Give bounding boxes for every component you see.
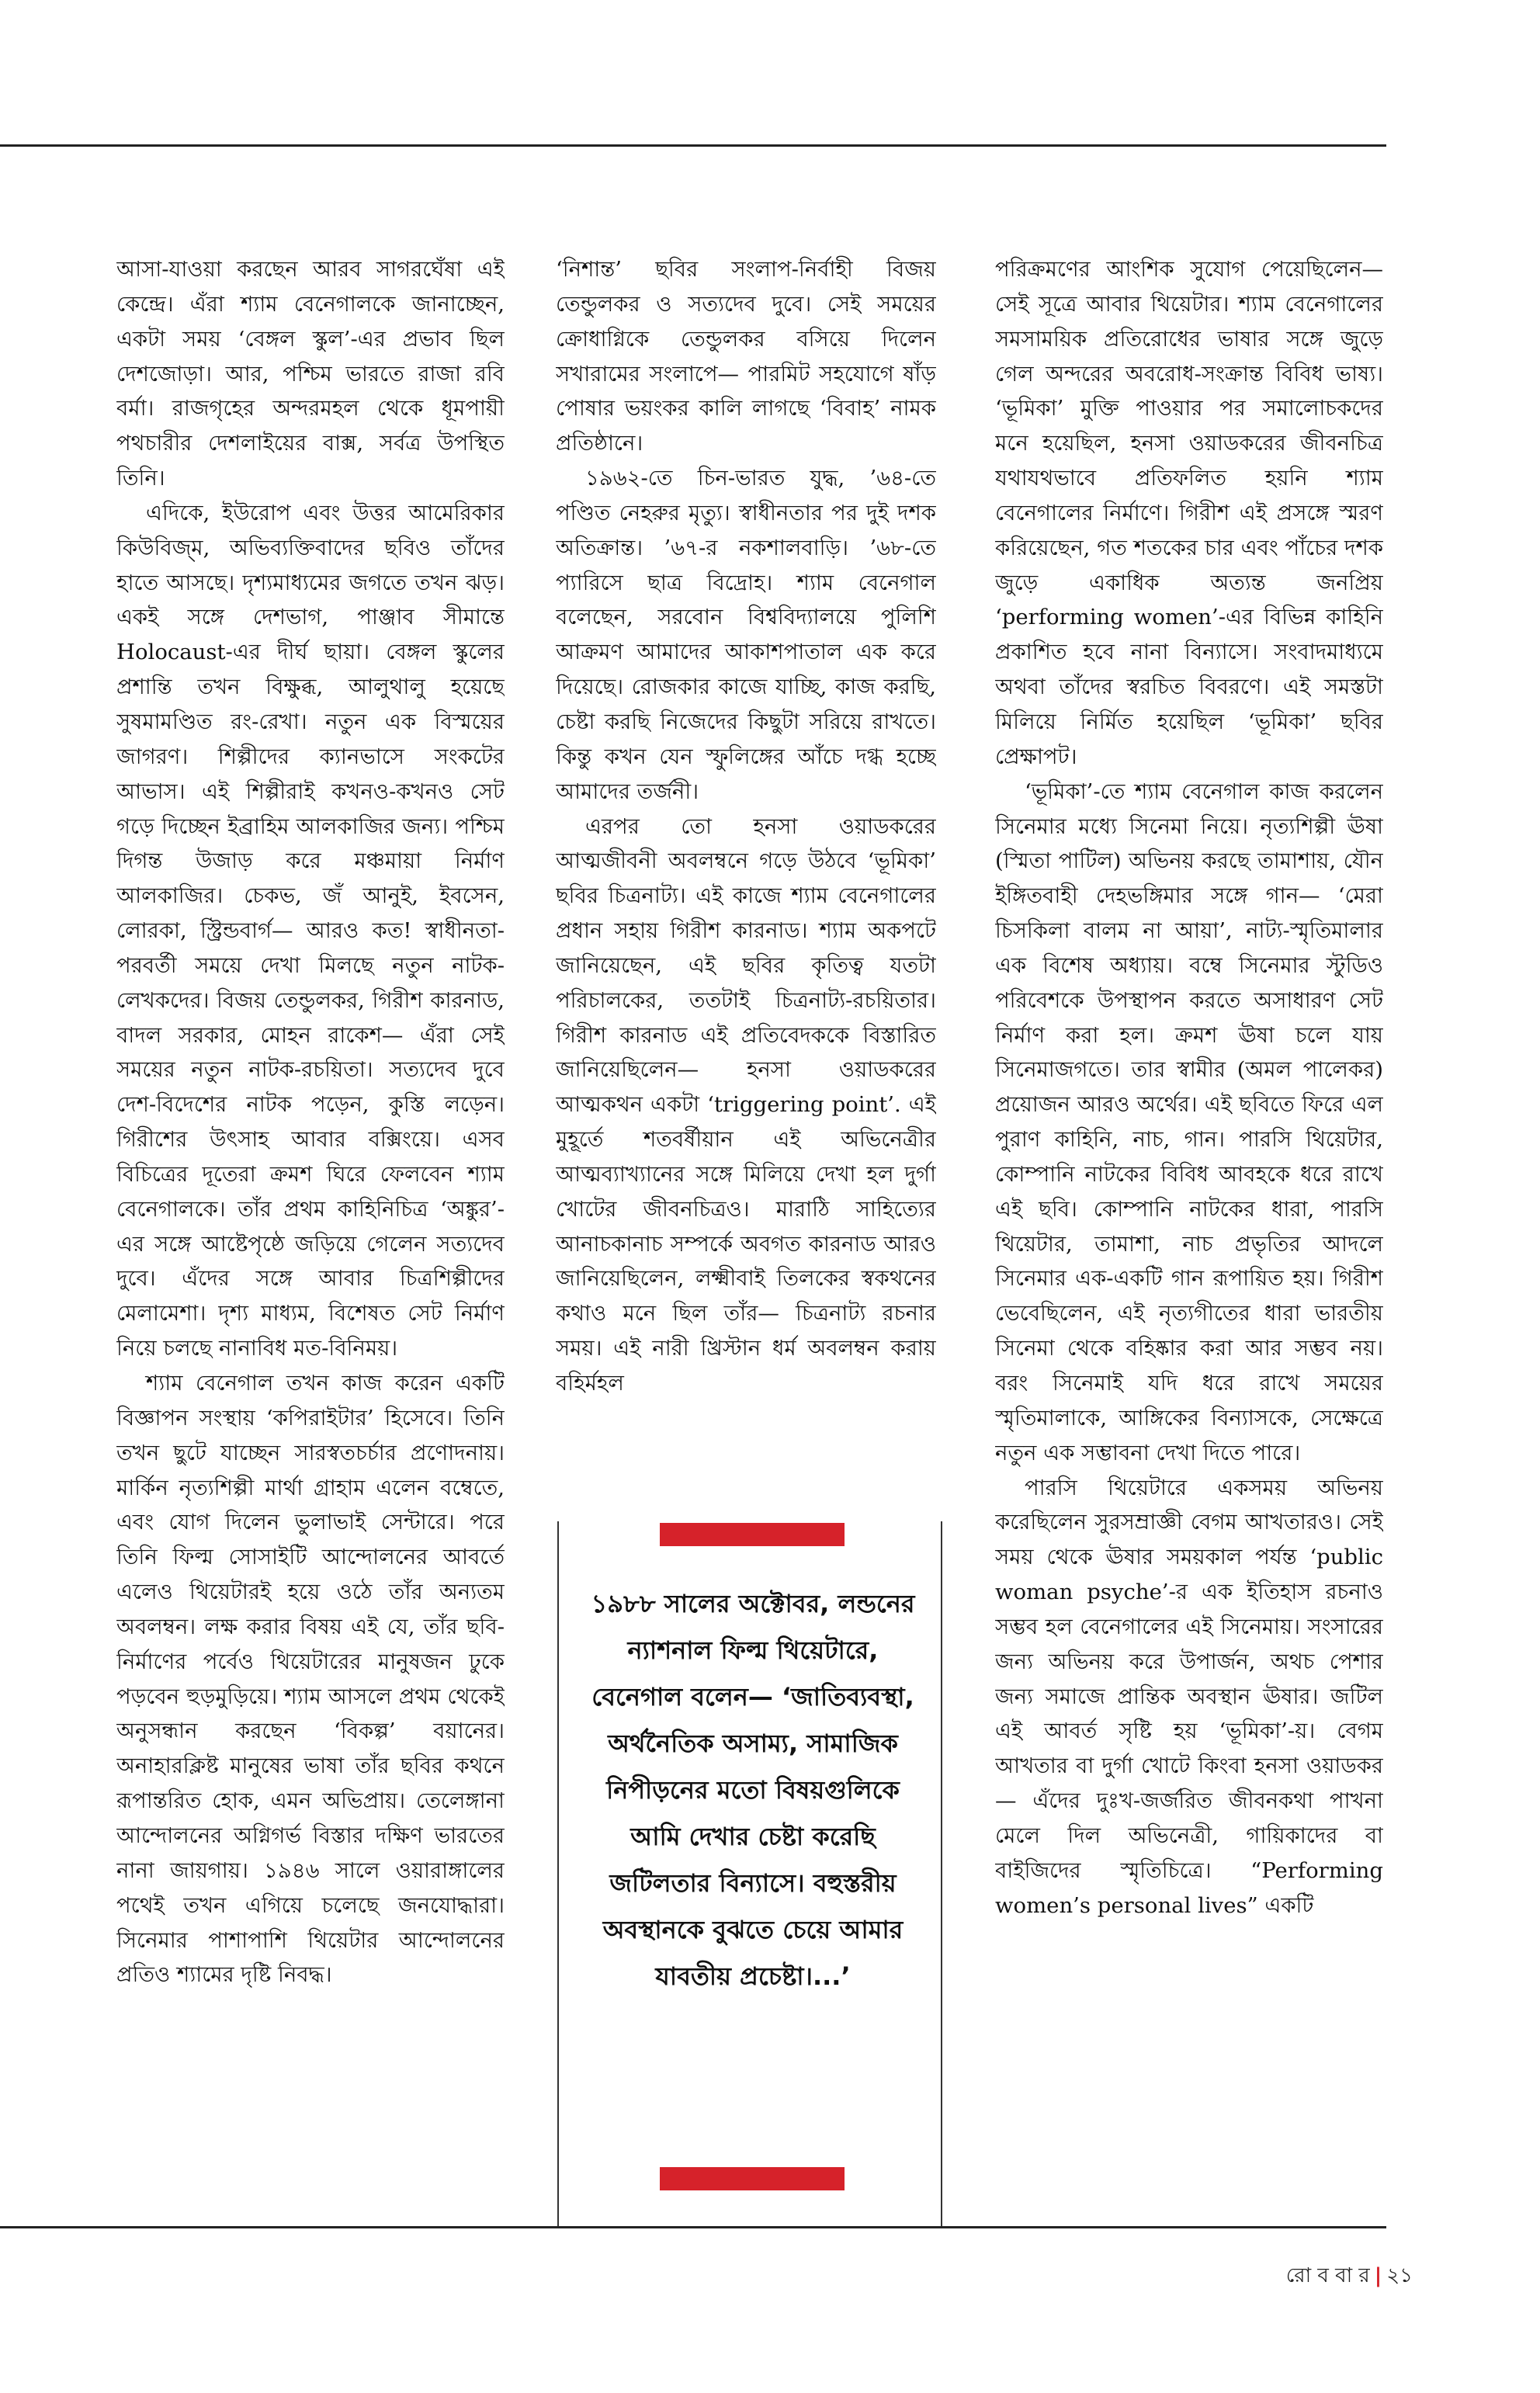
paragraph: ‘ভূমিকা’-তে শ্যাম বেনেগাল কাজ করলেন সিনেমার মধ্যে সিনেমা নিয়ে। নৃত্যশিল্পী ঊষা (স্মিতা পাটিল) অভিনয় করছে তামাশায়, যৌন ইঙ্গিতবাহী দেহভঙ্গিমার সঙ্গে গান— ‘মেরা চিসকিলা বালম না আয়া’, নাট্য-স্মৃতিমালার এক বিশেষ অধ্যায়। বম্বে সিনেমার স্টুডিও পরিবেশকে উপস্থাপন করতে অসাধারণ সেট নির্মাণ করা হল। ক্রমশ ঊষা চলে যায় সিনেমাজগতে। তার স্বামীর (অমল পালেকর) প্রয়োজন আরও অর্থের। এই ছবিতে ফিরে এল পুরাণ কাহিনি, নাচ, গান। পারসি থিয়েটার, কোম্পানি নাটকের বিবিধ আবহকে ধরে রাখে এই ছবি। কোম্পানি নাটকের ধারা, পারসি থিয়েটার, তামাশা, নাচ প্রভৃতির আদলে সিনেমার এক-একটি গান রূপায়িত হয়। গিরীশ ভেবেছিলেন, এই নৃত্যগীতের ধারা ভারতীয় সিনেমা থেকে বহিষ্কার করা আর সম্ভব নয়। বরং সিনেমাই যদি ধরে রাখে সময়ের স্মৃতিমালাকে, আঙ্গিকের বিন্যাসকে, সেক্ষেত্রে নতুন এক সম্ভাবনা দেখা দিতে পারে।	[995, 779, 1383, 1465]
paragraph: পারসি থিয়েটারে একসময় অভিনয় করেছিলেন সুরসম্রাজ্ঞী বেগম আখতারও। সেই সময় থেকে ঊষার সময়কাল পর্যন্ত ‘public woman psyche’-র এক ইতিহাস রচনাও সম্ভব হল বেনেগালের এই সিনেমায়। সংসারের জন্য অভিনয় করে উপার্জন, অথচ পেশার জন্য সমাজে প্রান্তিক অবস্থান ঊষার। জটিল এই আবর্ত সৃষ্টি হয় ‘ভূমিকা’-য়। বেগম আখতার বা দুর্গা খোটে কিংবা হনসা ওয়াডকর— এঁদের দুঃখ-জর্জরিত জীবনকথা পাখনা মেলে দিল অভিনেত্রী, গায়িকাদের বা বাইজিদের স্মৃতিচিত্রে। “Performing women’s personal lives” একটি	[995, 1475, 1383, 1918]
article-column-2	[556, 252, 936, 1488]
paragraph: পরিক্রমণের আংশিক সুযোগ পেয়েছিলেন— সেই সূত্রে আবার থিয়েটার। শ্যাম বেনেগালের সমসাময়িক প্রতিরোধের ভাষার সঙ্গে জুড়ে গেল অন্দরের অবরোধ-সংক্রান্ত বিবিধ ভাষ্য। ‘ভূমিকা’ মুক্তি পাওয়ার পর সমালোচকদের মনে হয়েছিল, হনসা ওয়াডকরের জীবনচিত্র যথাযথভাবে প্রতিফলিত হয়নি শ্যাম বেনেগালের নির্মাণে। গিরীশ এই প্রসঙ্গে স্মরণ করিয়েছেন, গত শতকের চার এবং পাঁচের দশক জুড়ে একাধিক অত্যন্ত জনপ্রিয় ‘performing women’-এর বিভিন্ন কাহিনি প্রকাশিত হবে নানা বিন্যাসে। সংবাদমাধ্যমে অথবা তাঁদের স্বরচিত বিবরণে। এই সমস্তটা মিলিয়ে নির্মিত হয়েছিল ‘ভূমিকা’ ছবির প্রেক্ষাপট।	[995, 257, 1383, 769]
paragraph: ‘নিশান্ত’ ছবির সংলাপ-নির্বাহী বিজয় তেন্ডুলকর ও সত্যদেব দুবে। সেই সময়ের ক্রোধাগ্নিকে তেন্ডুলকর বসিয়ে দিলেন সখারামের সংলাপে— পারমিট সহযোগে ষাঁড় পোষার ভয়ংকর কালি লাগছে ‘বিবাহ’ নামক প্রতিষ্ঠানে।	[556, 257, 936, 456]
top-rule	[0, 144, 1386, 147]
article-column-3	[995, 252, 1383, 2216]
page-number: ২১	[1386, 2264, 1413, 2287]
pull-quote-right-divider	[941, 1521, 942, 2226]
paragraph: এদিকে, ইউরোপ এবং উত্তর আমেরিকার কিউবিজ্‌ম, অভিব্যক্তিবাদের ছবিও তাঁদের হাতে আসছে। দৃশ্যমাধ্যমের জগতে তখন ঝড়। একই সঙ্গে দেশভাগ, পাঞ্জাব সীমান্তে Holocaust-এর দীর্ঘ ছায়া। বেঙ্গল স্কুলের প্রশান্তি তখন বিক্ষুব্ধ, আলুথালু হয়েছে সুষমামণ্ডিত রং-রেখা। নতুন এক বিস্ময়ের জাগরণ। শিল্পীদের ক্যানভাসে সংকটের আভাস। এই শিল্পীরাই কখনও-কখনও সেট গড়ে দিচ্ছেন ইব্রাহিম আলকাজির জন্য। পশ্চিম দিগন্ত উজাড় করে মঞ্চমায়া নির্মাণ আলকাজির। চেকভ, জঁ আনুই, ইবসেন, লোরকা, স্ট্রিন্ডবার্গ— আরও কত! স্বাধীনতা-পরবর্তী সময়ে দেখা মিলছে নতুন নাটক-লেখকদের। বিজয় তেন্ডুলকর, গিরীশ কারনাড, বাদল সরকার, মোহন রাকেশ— এঁরা সেই সময়ের নতুন নাটক-রচয়িতা। সত্যদেব দুবে দেশ-বিদেশের নাটক পড়েন, কুস্তি লড়েন। গিরীশের উৎসাহ আবার বক্সিংয়ে। এসব বিচিত্রের দূতেরা ক্রমশ ঘিরে ফেলবেন শ্যাম বেনেগালকে। তাঁর প্রথম কাহিনিচিত্র ‘অঙ্কুর’-এর সঙ্গে আষ্টেপৃষ্ঠে জড়িয়ে গেলেন সত্যদেব দুবে। এঁদের সঙ্গে আবার চিত্রশিল্পীদের মেলামেশা। দৃশ্য মাধ্যম, বিশেষত সেট নির্মাণ নিয়ে চলছে নানাবিধ মত-বিনিময়।	[116, 500, 505, 1361]
paragraph: এরপর তো হনসা ওয়াডকরের আত্মজীবনী অবলম্বনে গড়ে উঠবে ‘ভূমিকা’ ছবির চিত্রনাট্য। এই কাজে শ্যাম বেনেগালের প্রধান সহায় গিরীশ কারনাড। শ্যাম অকপটে জানিয়েছেন, এই ছবির কৃতিত্ব যতটা পরিচালকের, ততটাই চিত্রনাট্য-রচয়িতার। গিরীশ কারনাড এই প্রতিবেদককে বিস্তারিত জানিয়েছিলেন— হনসা ওয়াডকরের আত্মকথন একটা ‘triggering point’. এই মুহূর্তে শতবর্ষীয়ান এই অভিনেত্রীর আত্মব্যাখ্যানের সঙ্গে মিলিয়ে দেখা হল দুর্গা খোটের জীবনচিত্রও। মারাঠি সাহিত্যের আনাচকানাচ সম্পর্কে অবগত কারনাড আরও জানিয়েছিলেন, লক্ষ্মীবাই তিলকের স্বকথনের কথাও মনে ছিল তাঁর— চিত্রনাট্য রচনার সময়। এই নারী খ্রিস্টান ধর্ম অবলম্বন করায় বহির্মহল	[556, 813, 936, 1396]
pull-quote-text: ১৯৮৮ সালের অক্টোবর, লন্ডনের ন্যাশনাল ফিল্ম থিয়েটারে, বেনেগাল বলেন— ‘জাতিব্যবস্থা, অর্থনৈতিক অসাম্য, সামাজিক নিপীড়নের মতো বিষয়গুলিকে আমি দেখার চেষ্টা করেছি জটিলতার বিন্যাসে। বহুস্তরীয় অবস্থানকে বুঝতে চেয়ে আমার যাবতীয় প্রচেষ্টা।...’	[591, 1589, 915, 1991]
article-column-1	[116, 252, 505, 2216]
footer-separator: |	[1374, 2264, 1382, 2287]
magazine-name: রো ব বা র	[1285, 2264, 1370, 2287]
bottom-rule	[0, 2226, 1386, 2228]
pull-quote	[579, 1523, 927, 2212]
pull-quote-top-bar	[660, 1523, 845, 1546]
paragraph: আসা-যাওয়া করছেন আরব সাগরঘেঁষা এই কেন্দ্রে। এঁরা শ্যাম বেনেগালকে জানাচ্ছেন, একটা সময় ‘বেঙ্গল স্কুল’-এর প্রভাব ছিল দেশজোড়া। আর, পশ্চিম ভারতে রাজা রবি বর্মা। রাজগৃহের অন্দরমহল থেকে ধূমপায়ী পথচারীর দেশলাইয়ের বাক্স, সর্বত্র উপস্থিত তিনি।	[116, 257, 505, 491]
pull-quote-left-divider	[557, 1521, 559, 2226]
page-footer	[1286, 2259, 1413, 2293]
pull-quote-bottom-bar	[660, 2167, 845, 2190]
paragraph: শ্যাম বেনেগাল তখন কাজ করেন একটি বিজ্ঞাপন সংস্থায় ‘কপিরাইটার’ হিসেবে। তিনি তখন ছুটে যাচ্ছেন সারস্বতচর্চার প্রণোদনায়। মার্কিন নৃত্যশিল্পী মার্থা গ্রাহাম এলেন বম্বেতে, এবং যোগ দিলেন ভুলাভাই সেন্টারে। পরে তিনি ফিল্ম সোসাইটি আন্দোলনের আবর্তে এলেও থিয়েটারই হয়ে ওঠে তাঁর অন্যতম অবলম্বন। লক্ষ করার বিষয় এই যে, তাঁর ছবি-নির্মাণের পর্বেও থিয়েটারের মানুষজন ঢুকে পড়বেন হুড়মুড়িয়ে। শ্যাম আসলে প্রথম থেকেই অনুসন্ধান করছেন ‘বিকল্প’ বয়ানের। অনাহারক্লিষ্ট মানুষের ভাষা তাঁর ছবির কথনে রূপান্তরিত হোক, এমন অভিপ্রায়। তেলেঙ্গানা আন্দোলনের অগ্নিগর্ভ বিস্তার দক্ষিণ ভারতের নানা জায়গায়। ১৯৪৬ সালে ওয়ারাঙ্গালের পথেই তখন এগিয়ে চলেছে জনযোদ্ধারা। সিনেমার পাশাপাশি থিয়েটার আন্দোলনের প্রতিও শ্যামের দৃষ্টি নিবদ্ধ।	[116, 1371, 505, 1988]
paragraph: ১৯৬২-তে চিন-ভারত যুদ্ধ, ’৬৪-তে পণ্ডিত নেহরুর মৃত্যু। স্বাধীনতার পর দুই দশক অতিক্রান্ত। ’৬৭-র নকশালবাড়ি। ’৬৮-তে প্যারিসে ছাত্র বিদ্রোহ। শ্যাম বেনেগাল বলেছেন, সরবোন বিশ্ববিদ্যালয়ে পুলিশি আক্রমণ আমাদের আকাশপাতাল এক করে দিয়েছে। রোজকার কাজে যাচ্ছি, কাজ করছি, চেষ্টা করছি নিজেদের কিছুটা সরিয়ে রাখতে। কিন্তু কখন যেন স্ফুলিঙ্গের আঁচে দগ্ধ হচ্ছে আমাদের তর্জনী।	[556, 466, 936, 804]
